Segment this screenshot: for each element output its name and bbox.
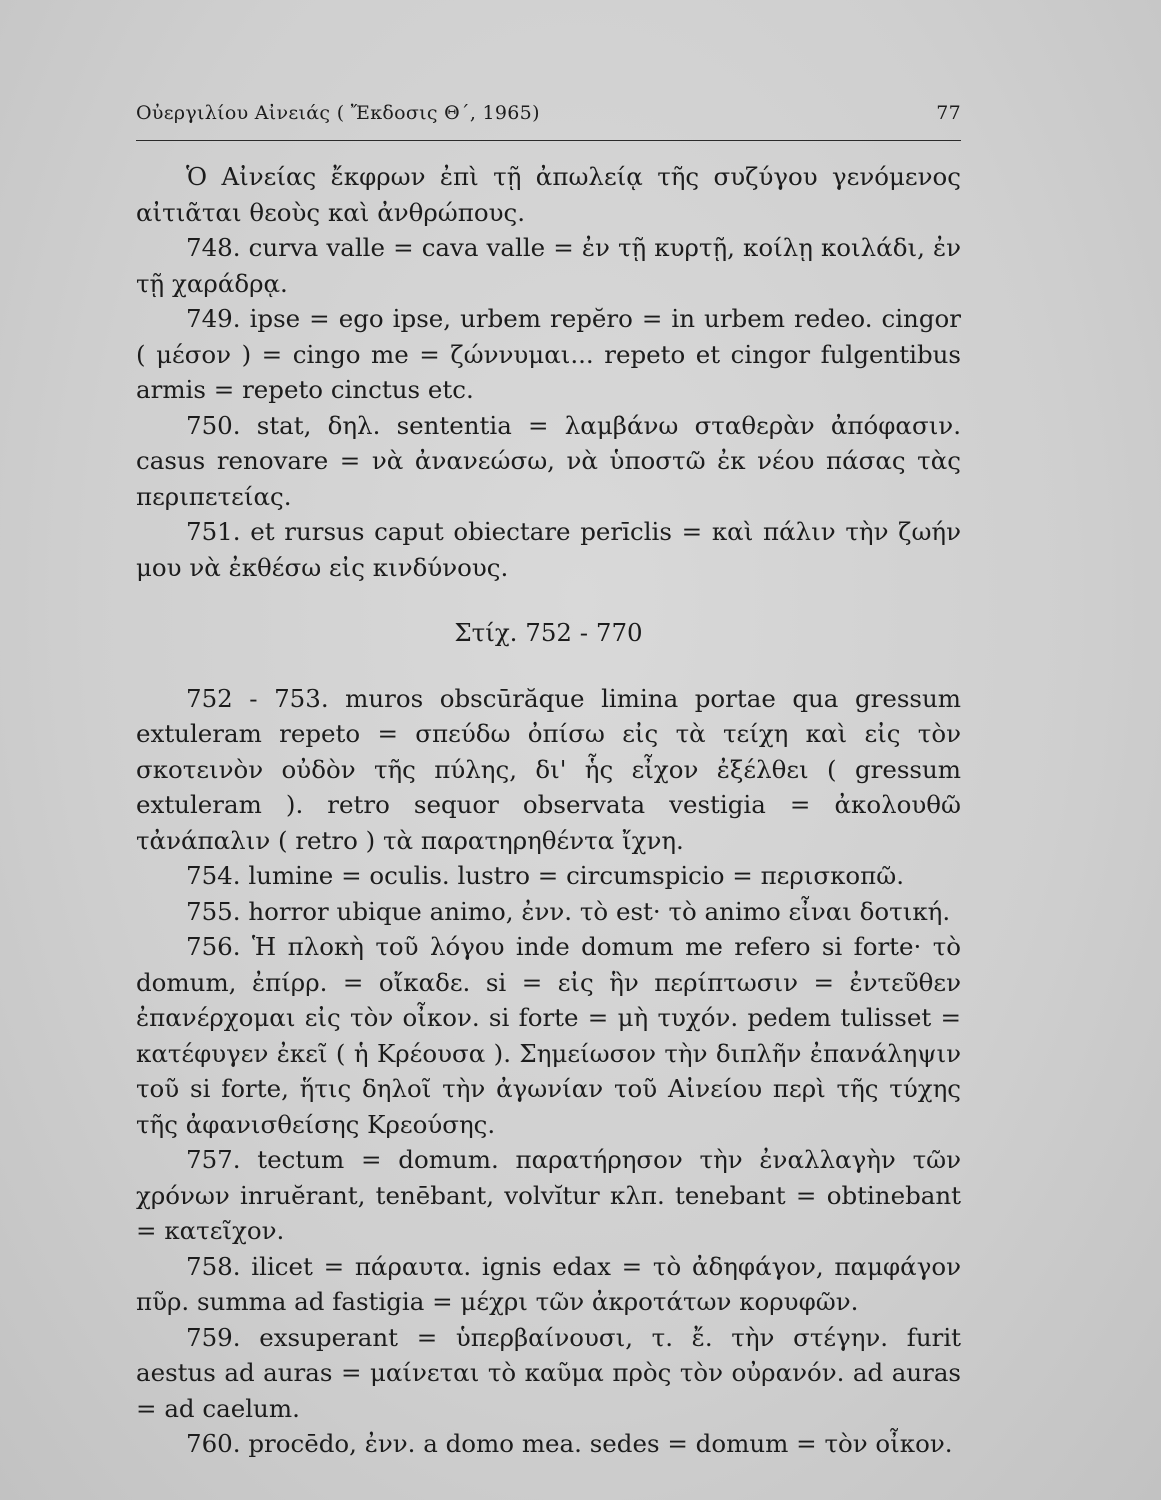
note-755: 755. horror ubique animo, ἐνν. τὸ est· τὸ animo εἶναι δοτική. (186, 896, 951, 926)
note-759: 759. exsuperant = ὑπερβαίνουσι, τ. ἔ. τὴν στέγην. furit aestus ad auras = μαίνεται τὸ καῦμα πρὸς τὸν οὐρανόν. ad auras = ad caelum. (136, 1322, 961, 1423)
note-760: 760. procēdo, ἐνν. a domo mea. sedes = domum = τὸν οἶκον. (186, 1429, 953, 1458)
note-750: 750. stat, δηλ. sententia = λαμβάνω σταθερὰν ἀπόφασιν. casus renovare = νὰ ἀνανεώσω, νὰ ὑποστῶ ἐκ νέου πάσας τὰς περιπετείας. (136, 410, 961, 511)
commentary-text (136, 159, 961, 1462)
note-754: 754. lumine = oculis. lustro = circumspicio = περισκοπῶ. (186, 861, 905, 890)
note-757: 757. tectum = domum. παρατήρησον τὴν ἐναλλαγὴν τῶν χρόνων inruĕrant, tenēbant, volvĭtur κλπ. tenebant = obtinebant = κατεῖχον. (136, 1145, 961, 1245)
note-752-753: 752 - 753. muros obscūrăque limina portae qua gressum extuleram repeto = σπεύδω ὀπίσω εἰς τὰ τείχη καὶ εἰς τὸν σκοτεινὸν οὐδὸν τῆς πύλης, δι' ἧς εἶχον ἐξέλθει ( gressum extuleram ). retro sequor observata vestigia = ἀκολουθῶ τἀνάπαλιν ( retro ) τὰ παρατηρηθέντα ἴχνη. (136, 683, 961, 855)
header-title: Οὐεργιλίου Αἰνειάς ( Ἔκδοσις Θ΄, 1965) (136, 102, 540, 124)
intro-paragraph: Ὁ Αἰνείας ἔκφρων ἐπὶ τῇ ἀπωλείᾳ τῆς συζύγου γενόμενος αἰτιᾶται θεοὺς καὶ ἀνθρώπους. (136, 162, 961, 227)
page-number: 77 (936, 102, 961, 124)
note-751: 751. et rursus caput obiectare perīclis = καὶ πάλιν τὴν ζωήν μου νὰ ἐκθέσω εἰς κινδύνους. (136, 517, 961, 582)
note-748: 748. curva valle = cava valle = ἐν τῇ κυρτῇ, κοίλῃ κοιλάδι, ἐν τῇ χαράδρᾳ. (136, 233, 961, 298)
note-756: 756. Ἡ πλοκὴ τοῦ λόγου inde domum me refero si forte· τὸ domum, ἐπίρρ. = οἴκαδε. si = εἰς ἣν περίπτωσιν = ἐντεῦθεν ἐπανέρχομαι εἰς τὸν οἶκον. si forte = μὴ τυχόν. pedem tulisset = κατέφυγεν ἐκεῖ ( ἡ Κρέουσα ). Σημείωσον τὴν διπλῆν ἐπανάληψιν τοῦ si forte, ἥτις δηλοῖ τὴν ἀγωνίαν τοῦ Αἰνείου περὶ τῆς τύχης τῆς ἀφανισθείσης Κρεούσης. (136, 932, 961, 1139)
section-heading: Στίχ. 752 - 770 (454, 618, 643, 647)
note-749: 749. ipse = ego ipse, urbem repĕro = in urbem redeo. cingor ( μέσον ) = cingo me = ζώννυμαι... repeto et cingor fulgentibus armis = repeto cinctus etc. (136, 304, 961, 404)
note-758: 758. ilicet = πάραυτα. ignis edax = τὸ ἀδηφάγον, παμφάγον πῦρ. summa ad fastigia = μέχρι τῶν ἀκροτάτων κορυφῶν. (136, 1251, 961, 1316)
running-header (136, 100, 961, 141)
